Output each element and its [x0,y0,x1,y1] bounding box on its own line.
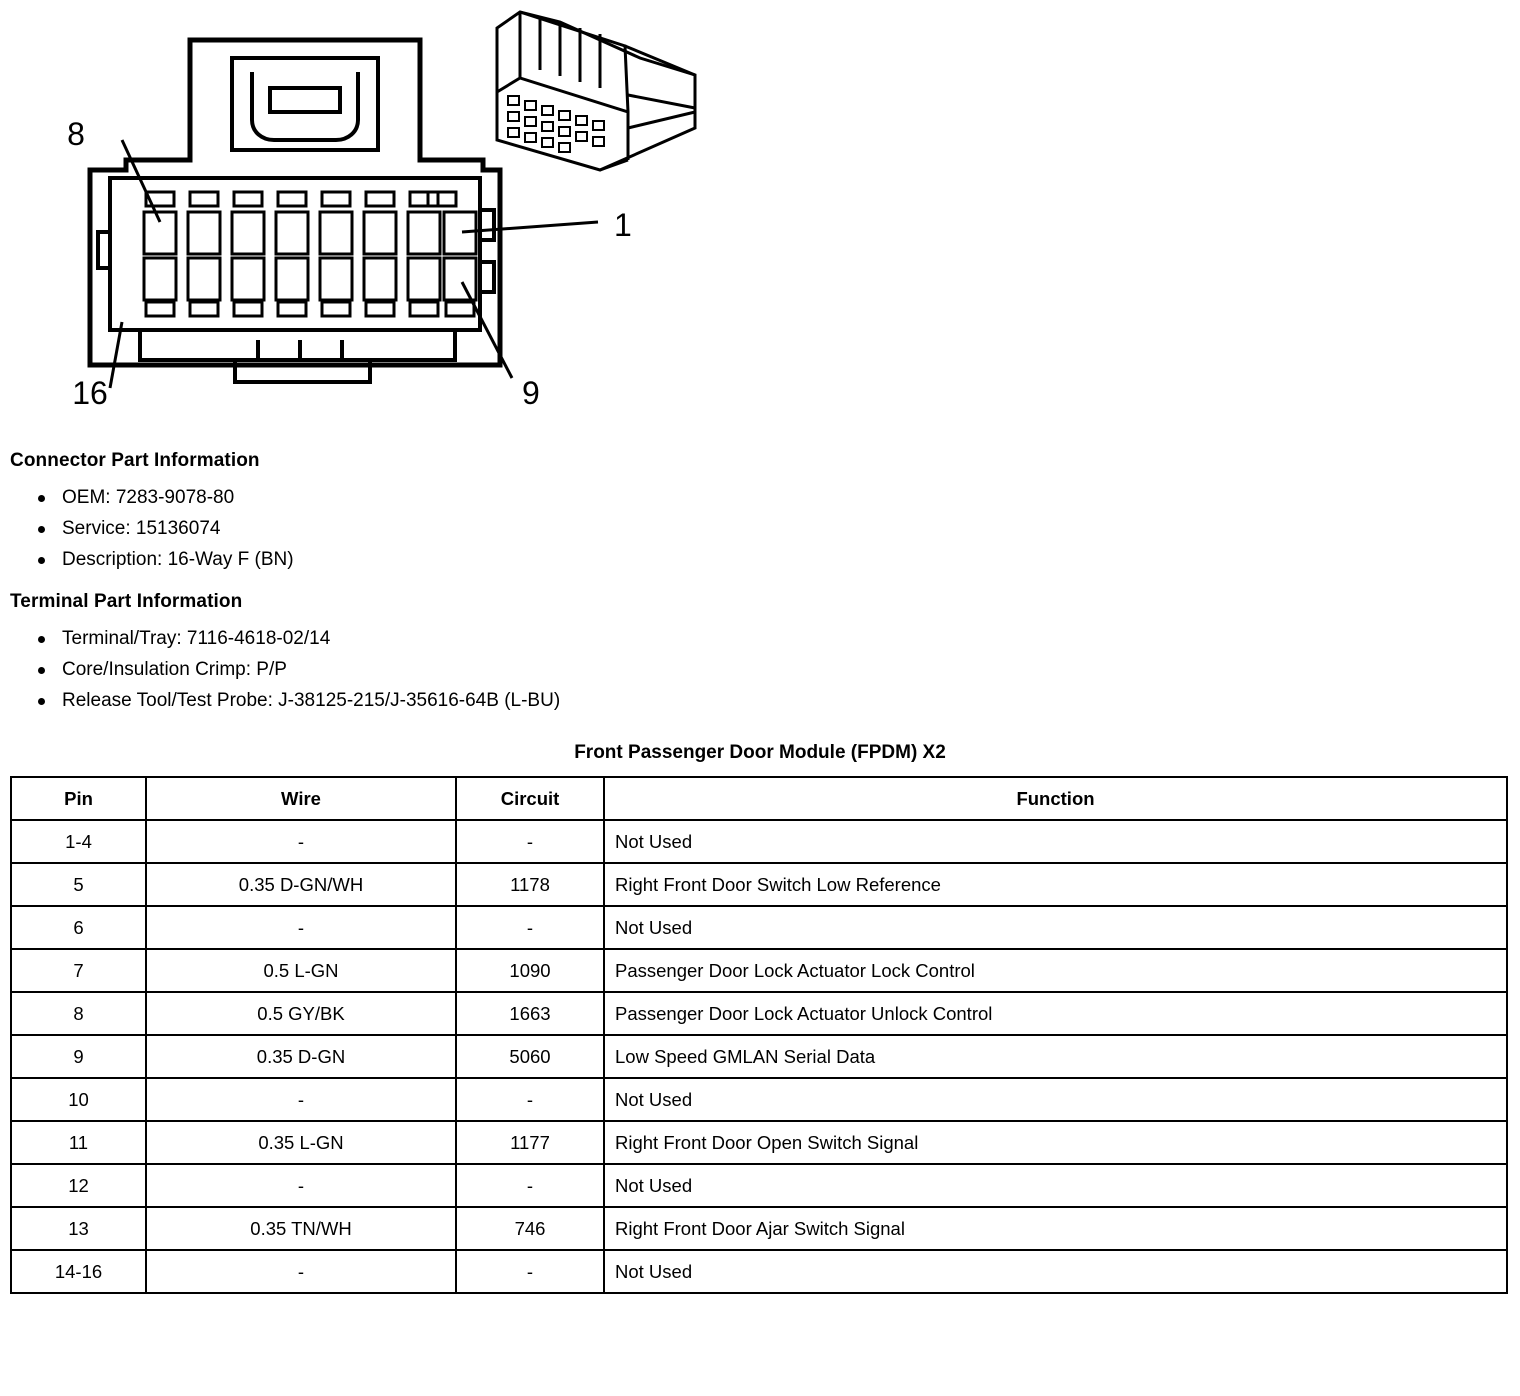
cell-wire: 0.35 D-GN/WH [146,863,456,906]
cell-circuit: 1663 [456,992,604,1035]
cell-circuit: 1178 [456,863,604,906]
table-header-row [11,777,1507,820]
cell-pin: 8 [11,992,146,1035]
cell-circuit: - [456,820,604,863]
connector-part-information-list [10,482,1520,575]
cell-pin: 9 [11,1035,146,1078]
cell-circuit: - [456,906,604,949]
cell-function: Passenger Door Lock Actuator Unlock Control [604,992,1507,1035]
connector-diagram [0,0,1520,450]
column-header-function: Function [604,777,1507,820]
diagram-label-pin8: 8 [67,116,85,152]
cell-function: Passenger Door Lock Actuator Lock Control [604,949,1507,992]
cell-function: Not Used [604,906,1507,949]
terminal-part-information-section [10,591,1520,716]
cell-function: Not Used [604,1250,1507,1293]
cell-function: Right Front Door Ajar Switch Signal [604,1207,1507,1250]
cell-circuit: - [456,1078,604,1121]
diagram-label-pin1: 1 [614,207,632,243]
table-row [11,949,1507,992]
cell-circuit: 746 [456,1207,604,1250]
list-item: Service: 15136074 [10,513,1520,544]
connector-illustration [0,0,1520,450]
cell-wire: - [146,1250,456,1293]
column-header-wire: Wire [146,777,456,820]
cell-function: Not Used [604,820,1507,863]
table-row [11,820,1507,863]
pinout-table [10,776,1508,1294]
cell-circuit: 1090 [456,949,604,992]
cell-wire: 0.35 L-GN [146,1121,456,1164]
column-header-circuit: Circuit [456,777,604,820]
diagram-label-pin16: 16 [72,375,108,411]
cell-wire: 0.35 D-GN [146,1035,456,1078]
cell-function: Not Used [604,1164,1507,1207]
cell-pin: 5 [11,863,146,906]
diagram-label-pin9: 9 [522,375,540,411]
cell-circuit: - [456,1250,604,1293]
table-row [11,1207,1507,1250]
table-row [11,1164,1507,1207]
cell-pin: 7 [11,949,146,992]
cell-wire: 0.5 L-GN [146,949,456,992]
cell-pin: 1-4 [11,820,146,863]
table-row [11,1035,1507,1078]
cell-pin: 12 [11,1164,146,1207]
connector-part-information-section [10,450,1520,575]
cell-function: Low Speed GMLAN Serial Data [604,1035,1507,1078]
table-row [11,992,1507,1035]
cell-wire: 0.35 TN/WH [146,1207,456,1250]
cell-wire: - [146,906,456,949]
table-row [11,1121,1507,1164]
connector-part-information-title: Connector Part Information [10,450,260,471]
table-row [11,1250,1507,1293]
cell-pin: 13 [11,1207,146,1250]
list-item: Terminal/Tray: 7116-4618-02/14 [10,623,1520,654]
cell-pin: 11 [11,1121,146,1164]
list-item: Release Tool/Test Probe: J-38125-215/J-35616-64B (L-BU) [10,685,1520,716]
list-item: Description: 16-Way F (BN) [10,544,1520,575]
cell-pin: 6 [11,906,146,949]
cell-wire: - [146,820,456,863]
cell-circuit: 5060 [456,1035,604,1078]
pinout-table-body [11,820,1507,1293]
cell-function: Not Used [604,1078,1507,1121]
terminal-part-information-title: Terminal Part Information [10,591,243,612]
cell-function: Right Front Door Open Switch Signal [604,1121,1507,1164]
cell-wire: 0.5 GY/BK [146,992,456,1035]
list-item: Core/Insulation Crimp: P/P [10,654,1520,685]
list-item: OEM: 7283-9078-80 [10,482,1520,513]
table-row [11,1078,1507,1121]
table-row [11,863,1507,906]
cell-function: Right Front Door Switch Low Reference [604,863,1507,906]
terminal-part-information-list [10,623,1520,716]
cell-circuit: 1177 [456,1121,604,1164]
pinout-table-title: Front Passenger Door Module (FPDM) X2 [574,742,946,763]
cell-wire: - [146,1078,456,1121]
cell-pin: 10 [11,1078,146,1121]
table-row [11,906,1507,949]
cell-circuit: - [456,1164,604,1207]
cell-wire: - [146,1164,456,1207]
column-header-pin: Pin [11,777,146,820]
cell-pin: 14-16 [11,1250,146,1293]
